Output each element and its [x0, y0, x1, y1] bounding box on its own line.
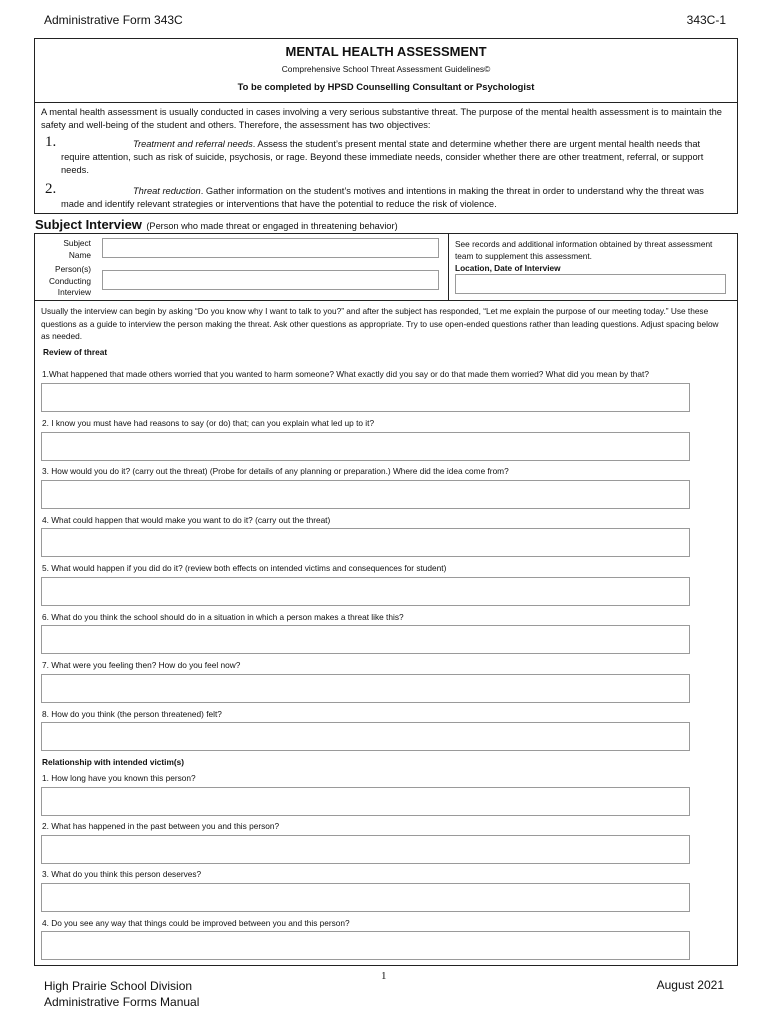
objective-text: . Gather information on the student’s motives and intentions in making the threat in order to understand why the threat was made and identify relevant strategies or interventions that have the potential to reduce the risk of violence.	[61, 186, 704, 210]
review-question: 2. I know you must have had reasons to say (or do) that; can you explain what led up to it?	[42, 418, 375, 428]
relationship-question: 4. Do you see any way that things could be improved between you and this person?	[42, 918, 350, 928]
answer-field[interactable]	[41, 722, 690, 751]
relationship-question: 1. How long have you known this person?	[42, 773, 196, 783]
persons-conducting-field[interactable]	[102, 270, 439, 290]
title-box	[34, 38, 738, 103]
objective-heading: Threat reduction	[133, 186, 201, 196]
subject-interview-heading	[35, 216, 398, 234]
answer-field[interactable]	[41, 787, 690, 816]
answer-field[interactable]	[41, 883, 690, 912]
answer-field[interactable]	[41, 674, 690, 703]
answer-field[interactable]	[41, 480, 690, 509]
division-name: High Prairie School Division	[44, 979, 193, 993]
objective-text: . Assess the student’s present mental state and determine whether there are urgent mental health needs that require attention, such as risk of suicide, psychosis, or rage. Beyond these immediate needs, consider whether there are other treatment, referral, or support needs.	[61, 139, 704, 176]
subject-info-box	[34, 233, 738, 301]
subject-name-field[interactable]	[102, 238, 439, 258]
answer-field[interactable]	[41, 577, 690, 606]
relationship-question: 3. What do you think this person deserves?	[42, 869, 202, 879]
review-question: 5. What would happen if you did do it? (review both effects on intended victims and consequences for student)	[42, 563, 447, 573]
objective-number: 1.	[45, 134, 57, 150]
persons-conducting-label: Person(s) Conducting Interview	[49, 264, 91, 297]
document-subtitle: Comprehensive School Threat Assessment Guidelines©	[281, 64, 491, 74]
review-question: 6. What do you think the school should do in a situation in which a person makes a threat like this?	[42, 612, 404, 622]
intro-paragraph: A mental health assessment is usually conducted in cases involving a very serious substantive threat. The purpose of the mental health assessment is to maintain the safety and well-being of the student and others. Therefore, the assessment has two objectives:	[41, 107, 722, 131]
objective-2	[61, 185, 723, 211]
footer-left	[44, 978, 199, 1010]
review-heading: Review of threat	[43, 347, 108, 357]
section-title: Subject Interview	[35, 217, 142, 232]
relationship-question: 2. What has happened in the past between you and this person?	[42, 821, 280, 831]
review-question: 1.What happened that made others worried that you wanted to harm someone? What exactly did you say or do that made them worried? What did you mean by that?	[42, 369, 649, 379]
interview-instructions: Usually the interview can begin by asking “Do you know why I want to talk to you?” and after the subject has responded, “Let me explain the purpose of our meeting today.” Use these questions as a guide to interview the person making the threat. Ask other questions as appropriate. Try to use open-ended questions rather than leading questions. Adjust spacing below as needed.	[41, 306, 719, 342]
answer-field[interactable]	[41, 835, 690, 864]
records-note: See records and additional information obtained by threat assessment team to supplement this assessment.	[455, 239, 713, 261]
intro-box	[34, 102, 738, 214]
objective-1	[61, 138, 723, 178]
answer-field[interactable]	[41, 625, 690, 654]
review-question: 4. What could happen that would make you want to do it? (carry out the threat)	[42, 515, 331, 525]
location-date-field[interactable]	[455, 274, 726, 294]
form-code: 343C-1	[686, 13, 726, 27]
relationship-heading: Relationship with intended victim(s)	[42, 757, 184, 767]
completed-by-note: To be completed by HPSD Counselling Consultant or Psychologist	[237, 81, 535, 92]
objective-heading: Treatment and referral needs	[133, 139, 253, 149]
answer-field[interactable]	[41, 931, 690, 960]
answer-field[interactable]	[41, 432, 690, 461]
footer-date: August 2021	[656, 978, 724, 992]
document-title: MENTAL HEALTH ASSESSMENT	[285, 44, 487, 59]
subject-name-label: Subject Name	[63, 238, 91, 260]
objective-number: 2.	[45, 181, 57, 197]
column-divider	[448, 234, 449, 300]
review-question: 3. How would you do it? (carry out the threat) (Probe for details of any planning or preparation.) Where did the idea come from?	[42, 466, 509, 476]
form-name: Administrative Form 343C	[44, 13, 183, 27]
review-question: 7. What were you feeling then? How do you feel now?	[42, 660, 241, 670]
answer-field[interactable]	[41, 528, 690, 557]
manual-name: Administrative Forms Manual	[44, 995, 200, 1009]
page-number: 1	[381, 970, 387, 982]
review-question: 8. How do you think (the person threatened) felt?	[42, 709, 222, 719]
answer-field[interactable]	[41, 383, 690, 412]
location-date-label: Location, Date of Interview	[455, 263, 561, 273]
section-note: (Person who made threat or engaged in threatening behavior)	[146, 221, 398, 231]
